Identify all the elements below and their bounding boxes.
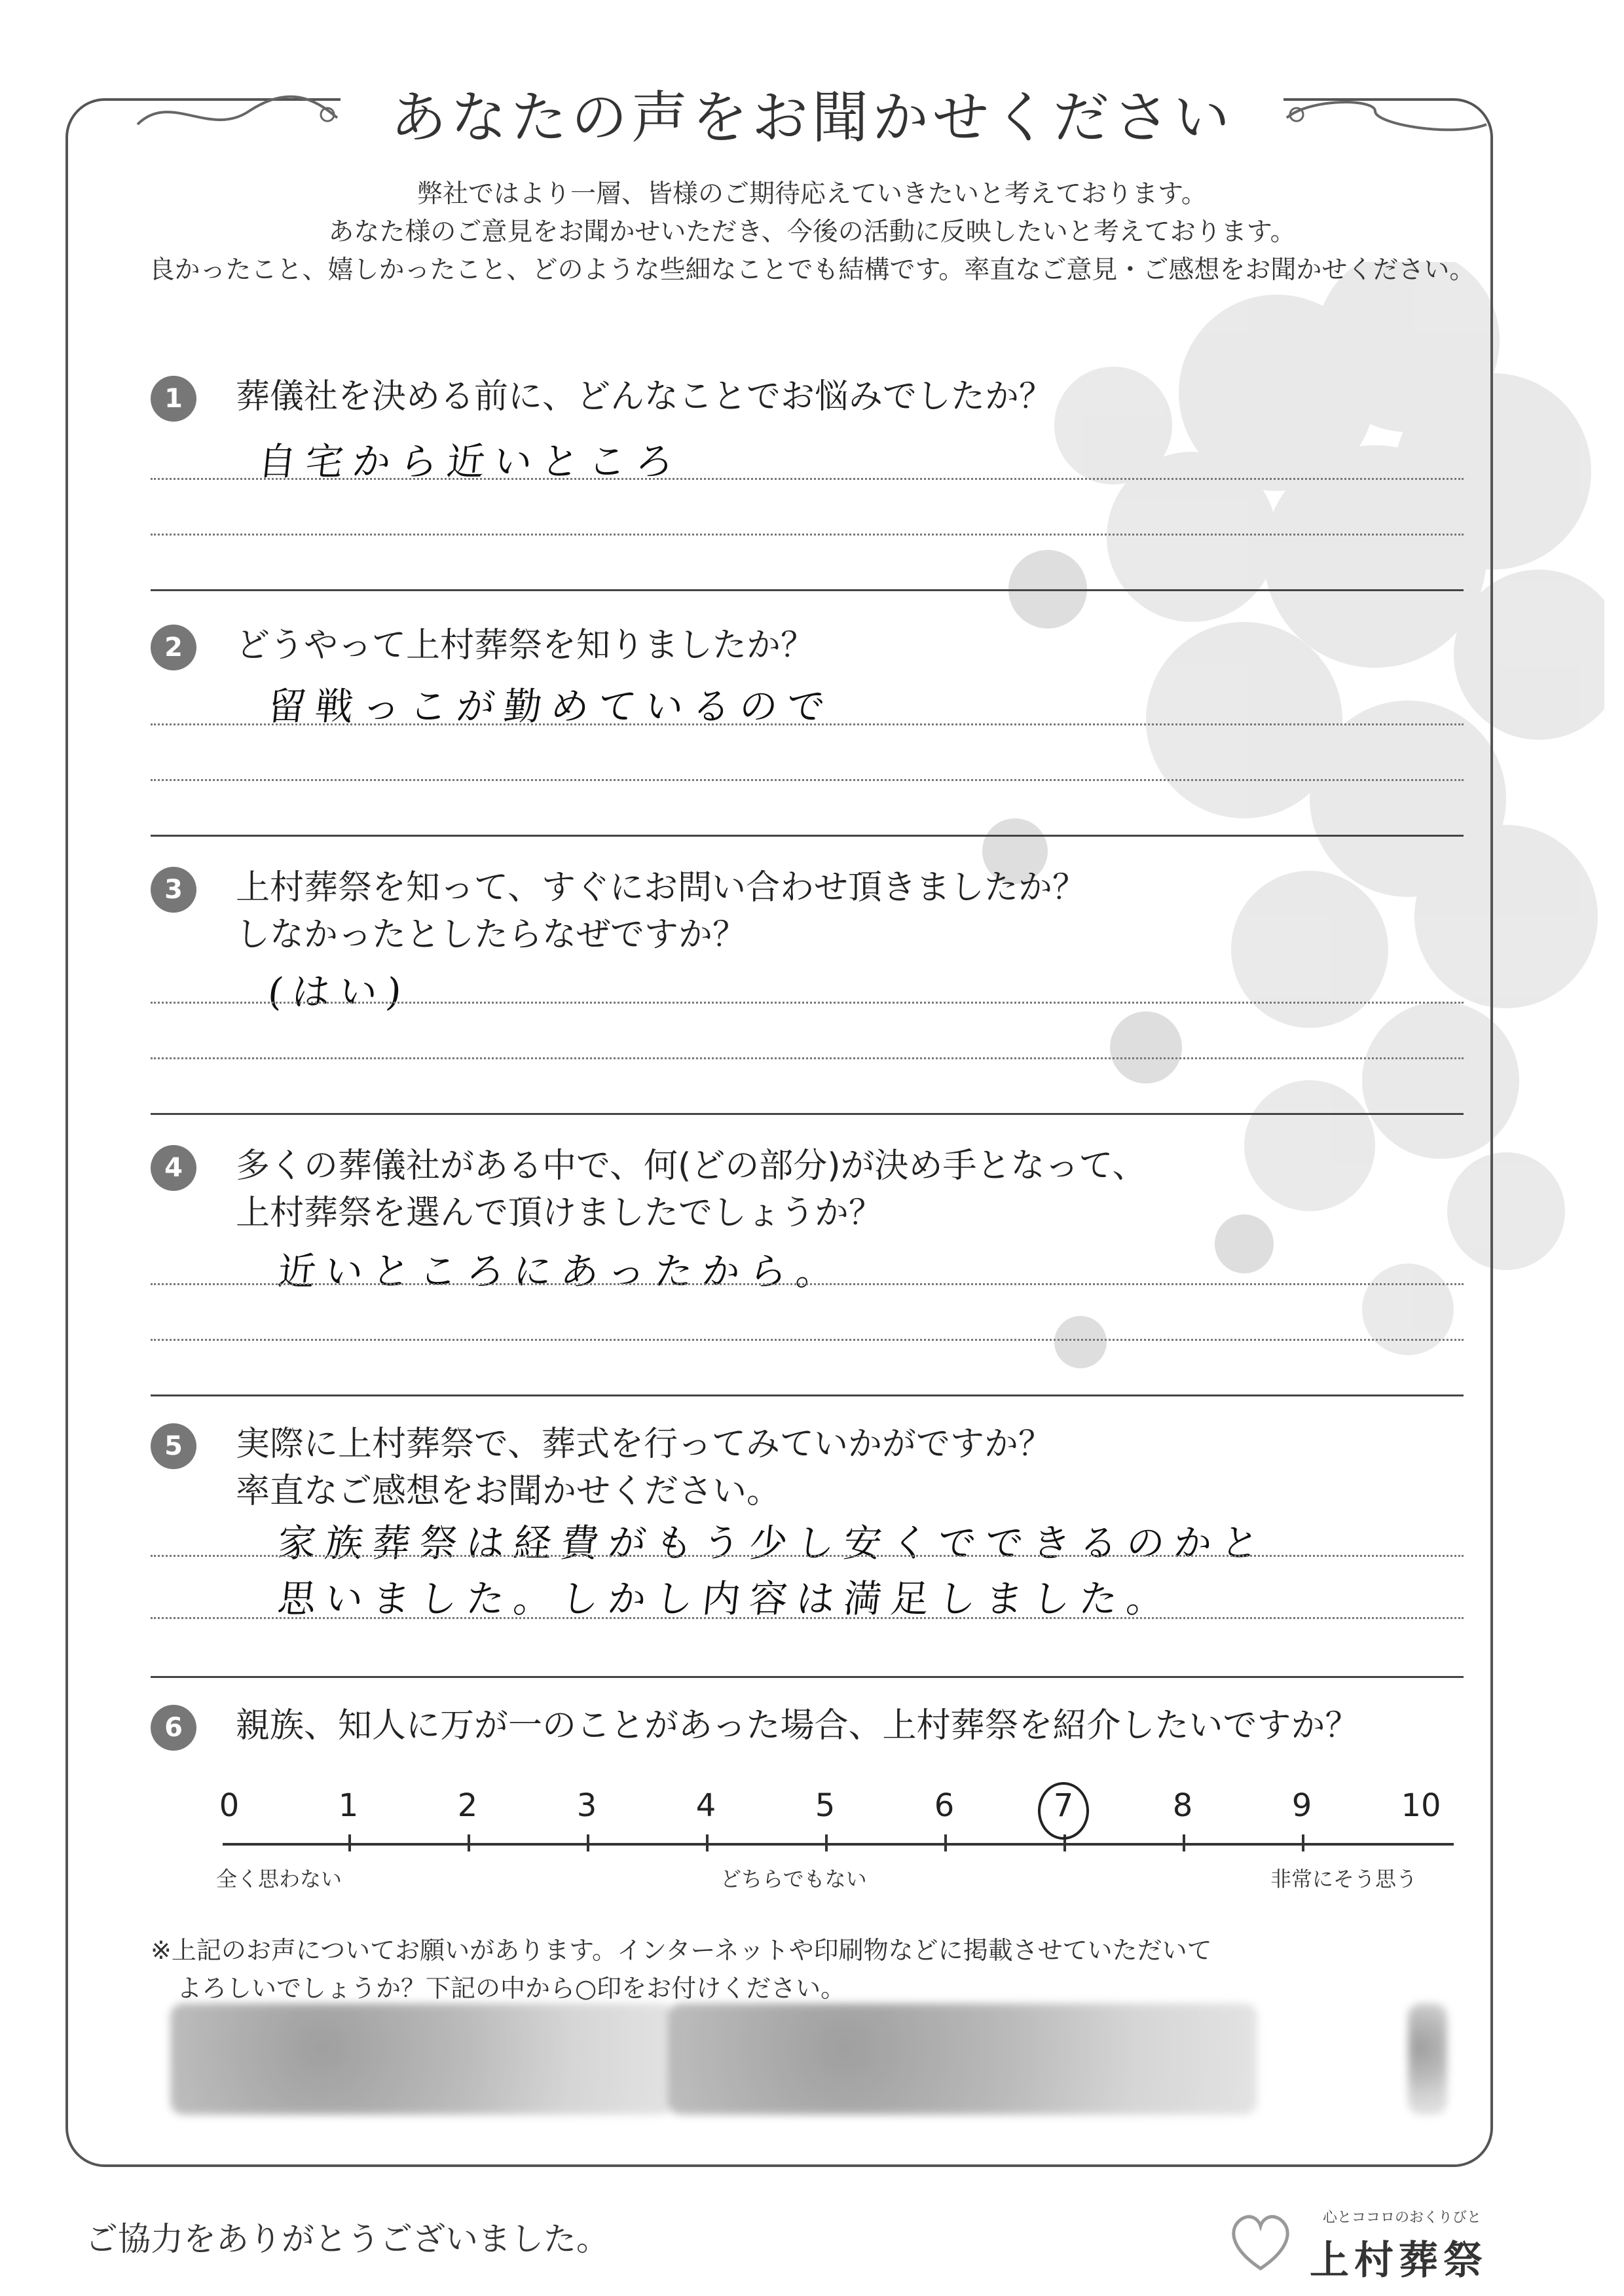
intro-line: 良かったこと、嬉しかったこと、どのような些細なことでも結構です。率直なご意見・ご感想をお聞かせください。	[149, 255, 1475, 285]
scale-tick	[706, 1834, 709, 1851]
question-text	[236, 1142, 1147, 1237]
question-number-badge: 6	[151, 1705, 196, 1751]
selected-rating-circle	[1038, 1782, 1089, 1840]
answer-handwriting: 家族葬祭は経費がもう少し安くでできるのかと	[275, 1521, 1271, 1565]
scale-tick	[944, 1834, 947, 1851]
question-number-badge: 2	[151, 625, 196, 670]
answer-line[interactable]	[151, 1002, 1464, 1004]
section-divider	[151, 589, 1464, 591]
redacted-area	[1408, 2003, 1447, 2115]
answer-line[interactable]	[151, 1617, 1464, 1619]
intro-line: 弊社ではより一層、皆様のご期待応えていきたいと考えております。	[417, 179, 1207, 209]
question-line: 上村葬祭を知って、すぐにお問い合わせ頂きましたか？	[236, 868, 1086, 907]
scale-tick-label-2[interactable]: 2	[457, 1787, 478, 1824]
answer-handwriting: 近いところにあったから。	[275, 1249, 846, 1294]
rating-scale	[216, 1787, 1454, 1899]
question-line: 実際に上村葬祭で、葬式を行ってみていかがですか？	[236, 1425, 1052, 1464]
question-text: 葬儀社を決める前に、どんなことでお悩みでしたか？	[236, 377, 1054, 416]
consent-notice	[151, 1931, 1493, 2007]
scale-axis	[223, 1843, 1454, 1846]
scale-label-high: 非常にそう思う	[1270, 1867, 1418, 1891]
redacted-area	[668, 2003, 1257, 2115]
answer-line[interactable]	[151, 478, 1464, 480]
question-text: どうやって上村葬祭を知りましたか？	[236, 626, 815, 665]
answer-line[interactable]	[151, 723, 1464, 725]
scale-tick-label-8[interactable]: 8	[1172, 1787, 1193, 1824]
question-line: 率直なご感想をお聞かせください。	[236, 1472, 781, 1511]
notice-line: ※上記のお声についてお願いがあります。インターネットや印刷物などに掲載させていただいて	[151, 1936, 1212, 1965]
scale-tick-label-9[interactable]: 9	[1291, 1787, 1312, 1824]
question-text	[236, 864, 1086, 958]
answer-line[interactable]	[151, 534, 1464, 536]
answer-line[interactable]	[151, 779, 1464, 781]
question-number-badge: 1	[151, 376, 196, 422]
page-title: あなたの声をお聞かせください	[390, 85, 1234, 151]
question-number-badge: 5	[151, 1423, 196, 1469]
logo-tagline: 心とココロのおくりびと	[1323, 2210, 1482, 2226]
notice-line: よろしいでしょうか？下記の中から○印をお付けください。	[177, 1974, 846, 2003]
question-line: 多くの葬儀社がある中で、何(どの部分)が決め手となって、	[236, 1146, 1147, 1186]
section-divider	[151, 1676, 1464, 1678]
scale-tick-label-1[interactable]: 1	[338, 1787, 359, 1824]
scale-tick-label-10[interactable]: 10	[1401, 1787, 1441, 1824]
scale-tick	[348, 1834, 351, 1851]
logo-name: 上村葬祭	[1310, 2238, 1488, 2284]
redacted-area	[170, 2003, 674, 2115]
intro-line: あなた様のご意見をお聞かせいただき、今後の活動に反映したいと考えております。	[328, 217, 1296, 247]
scale-tick-label-3[interactable]: 3	[576, 1787, 597, 1824]
answer-line[interactable]	[151, 1283, 1464, 1285]
heart-logo-icon	[1225, 2206, 1297, 2278]
question-text	[236, 1421, 1052, 1515]
section-divider	[151, 1394, 1464, 1396]
question-line: しなかったとしたらなぜですか？	[236, 915, 747, 955]
section-divider	[151, 835, 1464, 837]
scale-tick	[587, 1834, 589, 1851]
question-line: 上村葬祭を選んで頂けましたでしょうか？	[236, 1194, 883, 1233]
answer-handwriting: (はい)	[265, 970, 413, 1014]
answer-line[interactable]	[151, 1339, 1464, 1341]
scale-tick	[1302, 1834, 1304, 1851]
answer-handwriting: 留戦っこが勤めているので	[265, 684, 837, 729]
scale-tick	[825, 1834, 828, 1851]
answer-handwriting: 思いました。しかし内容は満足しました。	[275, 1576, 1177, 1621]
answer-line[interactable]	[151, 1057, 1464, 1059]
question-number-badge: 4	[151, 1145, 196, 1191]
scale-tick-label-6[interactable]: 6	[934, 1787, 955, 1824]
scale-tick-label-0[interactable]: 0	[219, 1787, 240, 1824]
scale-tick	[1183, 1834, 1185, 1851]
scale-tick	[468, 1834, 470, 1851]
question-text: 親族、知人に万が一のことがあった場合、上村葬祭を紹介したいですか？	[236, 1706, 1359, 1745]
scale-label-low: 全く思わない	[216, 1867, 342, 1891]
scale-tick-label-7[interactable]: 7	[1053, 1787, 1074, 1824]
question-number-badge: 3	[151, 867, 196, 913]
scale-tick-label-4[interactable]: 4	[695, 1787, 716, 1824]
thanks-message: ご協力をありがとうございました。	[85, 2220, 609, 2258]
intro-text	[0, 175, 1624, 289]
scale-label-mid: どちらでもない	[720, 1867, 867, 1891]
answer-line[interactable]	[151, 1555, 1464, 1557]
scale-tick-label-5[interactable]: 5	[815, 1787, 836, 1824]
title-area	[0, 72, 1624, 151]
section-divider	[151, 1113, 1464, 1115]
answer-handwriting: 自宅から近いところ	[255, 439, 686, 484]
